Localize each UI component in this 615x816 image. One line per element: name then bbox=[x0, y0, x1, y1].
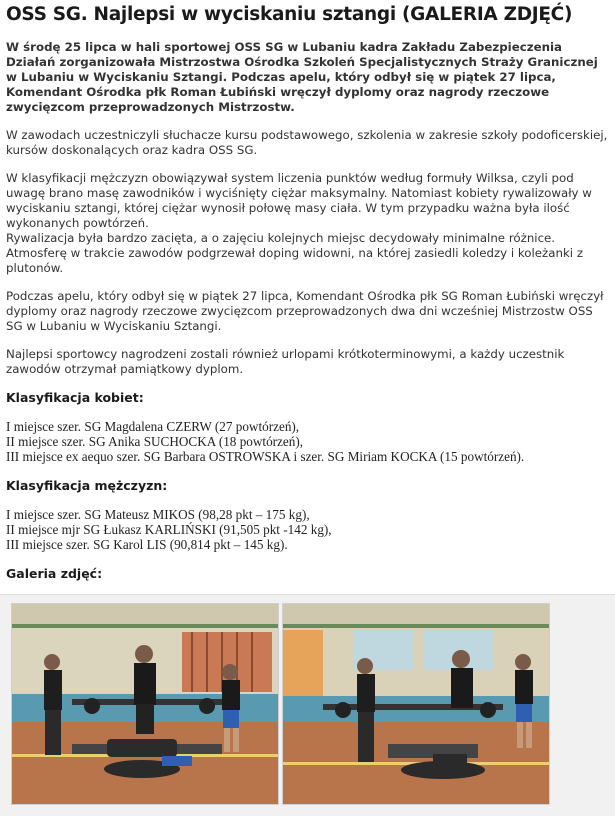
paragraph-awards: Najlepsi sportowcy nagrodzeni zostali również urlopami krótkoterminowymi, a każdy uczestnik zawodów otrzymał pamiątkowy dyplom. bbox=[6, 347, 565, 376]
paragraph-rules bbox=[6, 171, 609, 276]
paragraph-participants: W zawodach uczestniczyli słuchacze kursu podstawowego, szkolenia w zakresie szkoły podoficerskiej, kursów doskonalących oraz kadra OSS SG. bbox=[6, 128, 608, 157]
article-lead: W środę 25 lipca w hali sportowej OSS SG w Lubaniu kadra Zakładu Zabezpieczenia Działań zorganizowała Mistrzostwa Ośrodka Szkoleń Specjalistycznych Straży Granicznej w Lubaniu w Wyciskaniu Sztangi. Podczas apelu, który odbył się w piątek 27 lipca, Komendant Ośrodka płk Roman Łubiński wręczył dyplomy oraz nagrody rzeczowe zwycięzcom przeprowadzonych Mistrzostw. bbox=[6, 40, 598, 114]
photo-gallery bbox=[0, 594, 615, 816]
article-title: OSS SG. Najlepsi w wyciskaniu sztangi (GALERIA ZDJĘĆ) bbox=[6, 4, 573, 25]
women-results-list bbox=[6, 419, 609, 464]
gallery-photo-1[interactable] bbox=[11, 603, 279, 805]
list-item: II miejsce mjr SG Łukasz KARLIŃSKI (91,505 pkt -142 kg), bbox=[6, 522, 332, 537]
gallery-heading: Galeria zdjęć: bbox=[6, 566, 103, 581]
list-item: I miejsce szer. SG Mateusz MIKOS (98,28 pkt – 175 kg), bbox=[6, 507, 310, 522]
bench-press-photo-image bbox=[12, 604, 278, 804]
gallery-photo-2[interactable] bbox=[282, 603, 550, 805]
list-item: III miejsce ex aequo szer. SG Barbara OSTROWSKA i szer. SG Miriam KOCKA (15 powtórzeń). bbox=[6, 449, 525, 464]
paragraph-ceremony: Podczas apelu, który odbył się w piątek 27 lipca, Komendant Ośrodka płk SG Roman Łubiński wręczył dyplomy oraz nagrody rzeczowe zwycięzcom przeprowadzonych dwa dni wcześniej Mistrzostw OSS SG w Lubaniu w Wyciskaniu Sztangi. bbox=[6, 289, 604, 333]
paragraph-rivalry-text: Rywalizacja była bardzo zacięta, a o zajęciu kolejnych miejsc decydowały minimalne różnice. Atmosferę w trakcie zawodów podgrzewał doping widowni, na której zasiedli koledzy i koleżanki z plutonów. bbox=[6, 231, 584, 275]
men-results-list bbox=[6, 507, 609, 552]
women-classification-heading: Klasyfikacja kobiet: bbox=[6, 390, 144, 405]
men-classification-heading: Klasyfikacja mężczyzn: bbox=[6, 478, 168, 493]
list-item: I miejsce szer. SG Magdalena CZERW (27 powtórzeń), bbox=[6, 419, 300, 434]
article-body bbox=[6, 40, 609, 595]
list-item: III miejsce szer. SG Karol LIS (90,814 pkt – 145 kg). bbox=[6, 537, 288, 552]
bench-press-photo-image bbox=[283, 604, 549, 804]
list-item: II miejsce szer. SG Anika SUCHOCKA (18 powtórzeń), bbox=[6, 434, 304, 449]
paragraph-rules-text: W klasyfikacji mężczyzn obowiązywał system liczenia punktów według formuły Wilksa, czyli pod uwagę brano masę zawodników i wyciśnięty ciężar maksymalny. Natomiast kobiety rywalizowały w wyciskaniu sztangi, której ciężar wynosił połowę masy ciała. W tym przypadku ważna była ilość wykonanych powtórzeń. bbox=[6, 171, 592, 230]
